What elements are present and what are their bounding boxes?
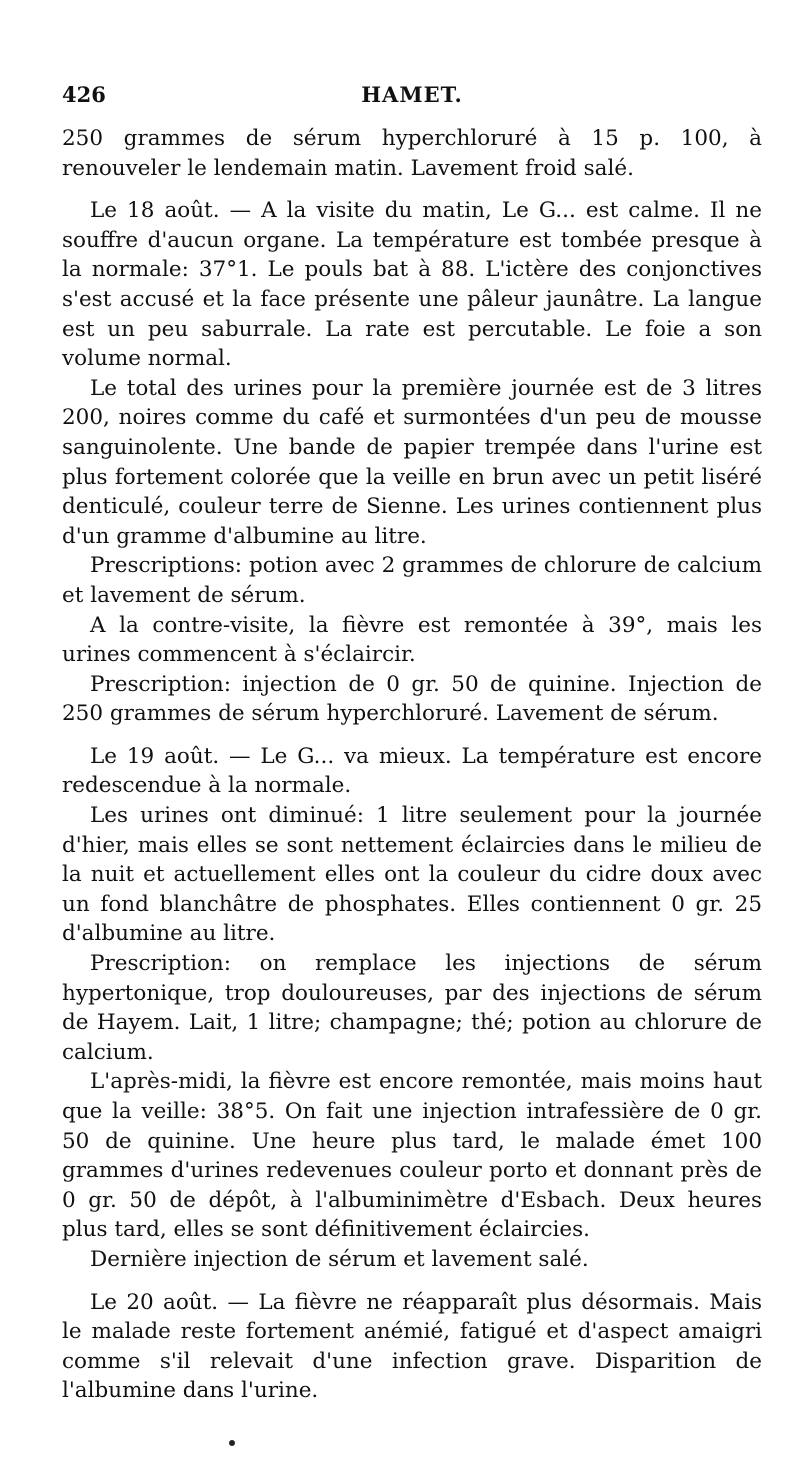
body-text <box>62 124 762 1406</box>
paragraph-19-aout: Le 19 août. — Le G... va mieux. La température est encore redescendue à la normale. <box>62 743 762 799</box>
page-header <box>62 82 762 112</box>
page-number: 426 <box>62 82 106 107</box>
paragraph-6: Prescription: injection de 0 gr. 50 de quinine. Injection de 250 grammes de sérum hyperchloruré. Lavement de sérum. <box>62 671 762 727</box>
ink-dot <box>229 1440 235 1446</box>
paragraph-5: A la contre-visite, la fièvre est remontée à 39°, mais les urines commencent à s'éclaircir. <box>62 612 762 668</box>
paragraph-8: Les urines ont diminué: 1 litre seulement pour la journée d'hier, mais elles se sont nettement éclaircies dans le milieu de la nuit et actuellement elles ont la couleur du cidre doux avec un fond blanchâtre de phosphates. Elles contiennent 0 gr. 25 d'albumine au litre. <box>62 803 762 947</box>
paragraph-10: L'après-midi, la fièvre est encore remontée, mais moins haut que la veille: 38°5. On fait une injection intrafessière de 0 gr. 50 de quinine. Une heure plus tard, le malade émet 100 grammes d'urines redevenues couleur porto et donnant près de 0 gr. 50 de dépôt, à l'albuminimètre d'Esbach. Deux heures plus tard, elles se sont définitivement éclaircies. <box>62 1069 762 1243</box>
paragraph-1: 250 grammes de sérum hyperchloruré à 15 p. 100, à renouveler le lendemain matin. Lavement froid salé. <box>62 126 762 181</box>
paragraph-3: Le total des urines pour la première journée est de 3 litres 200, noires comme du café et surmontées d'un peu de mousse sanguinolente. Une bande de papier trempée dans l'urine est plus fortement colorée que la veille en brun avec un petit liséré denticulé, couleur terre de Sienne. Les urines contiennent plus d'un gramme d'albumine au litre. <box>62 375 762 549</box>
paragraph-9: Prescription: on remplace les injections de sérum hypertonique, trop douloureuses, par des injections de sérum de Hayem. Lait, 1 litre; champagne; thé; potion au chlorure de calcium. <box>62 951 762 1065</box>
paragraph-11: Dernière injection de sérum et lavement salé. <box>90 1246 589 1272</box>
paragraph-4: Prescriptions: potion avec 2 grammes de chlorure de calcium et lavement de sérum. <box>62 553 762 608</box>
paragraph-18-aout: Le 18 août. — A la visite du matin, Le G... est calme. Il ne souffre d'aucun organe. La température est tombée presque à la normale: 37°1. Le pouls bat à 88. L'ictère des conjonctives s'est accusé et la face présente une pâleur jaunâtre. La langue est un peu saburrale. La rate est percutable. Le foie a son volume normal. <box>62 198 762 372</box>
paragraph-20-aout: Le 20 août. — La fièvre ne réapparaît plus désormais. Mais le malade reste fortement anémié, fatigué et d'aspect amaigri comme s'il relevait d'une infection grave. Disparition de l'albumine dans l'urine. <box>62 1289 762 1404</box>
running-head: HAMET. <box>361 82 463 107</box>
